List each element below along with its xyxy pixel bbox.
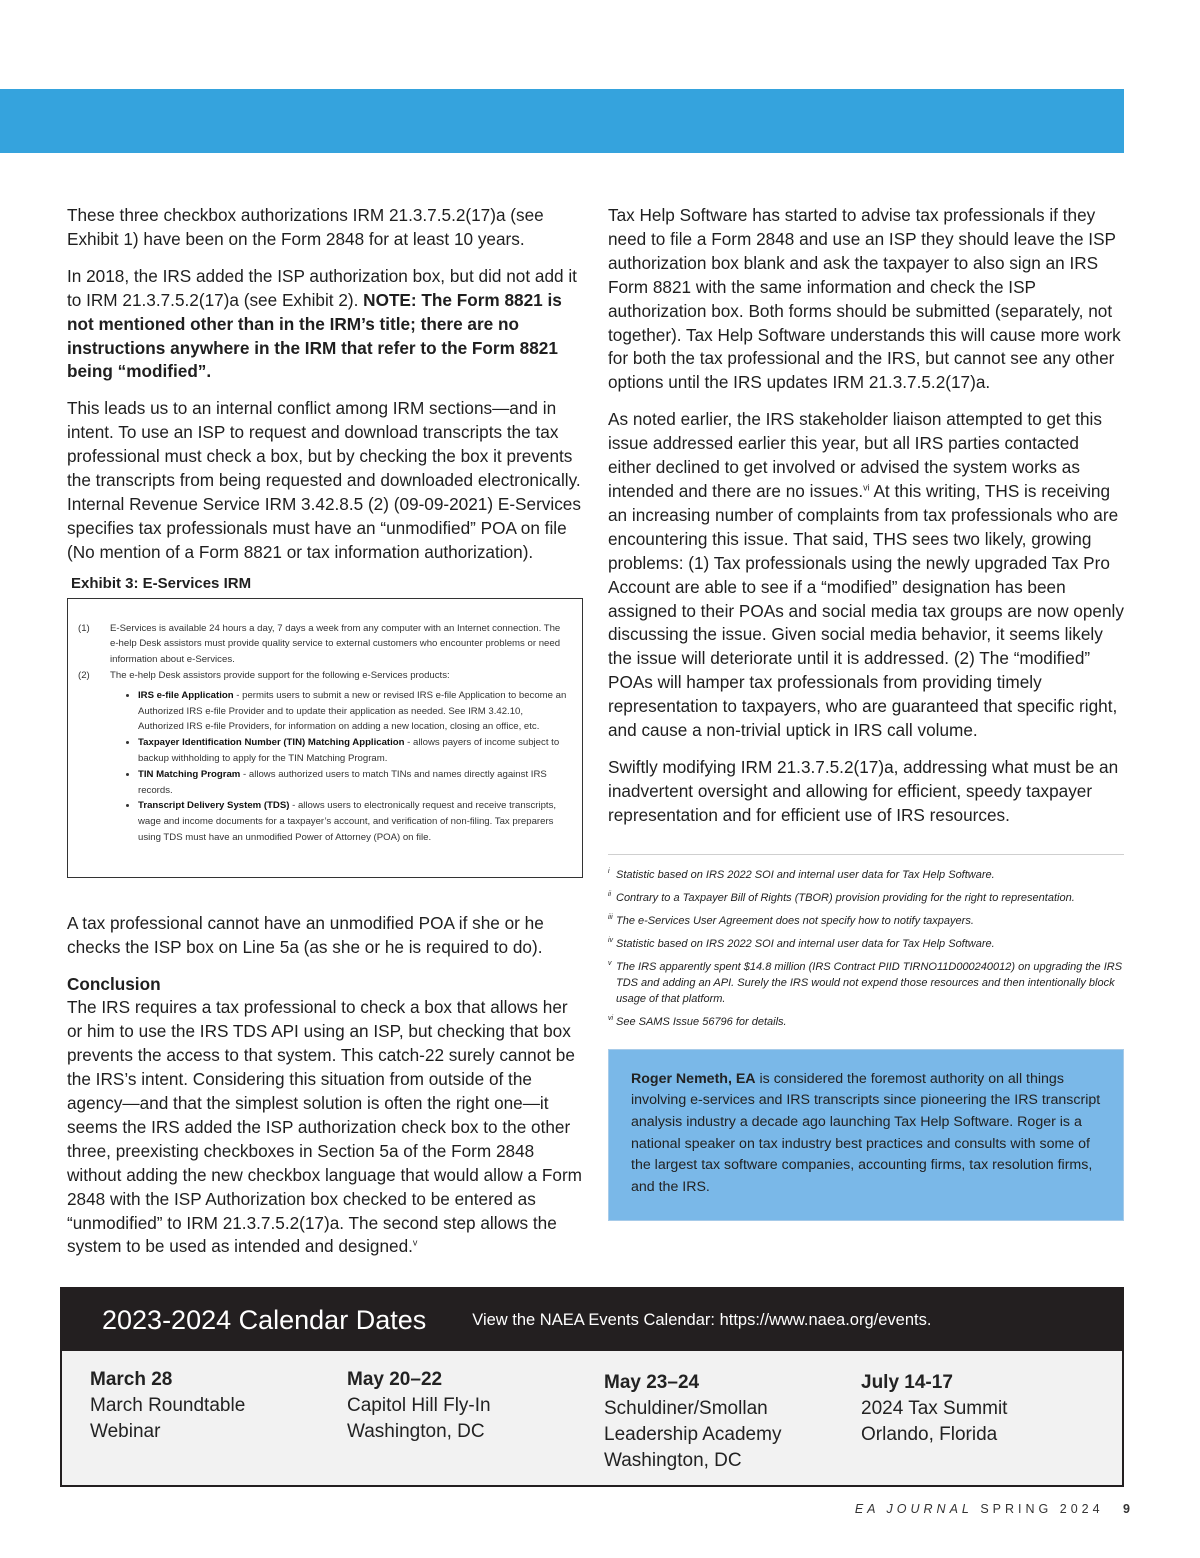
exhibit-item-title: Taxpayer Identification Number (TIN) Matching Application: [138, 737, 405, 749]
exhibit-text: E-Services is available 24 hours a day, 7 days a week from any computer with an Internet connection. The e-help Desk assistors must provide quality service to external customers who encounter problems or need information about e-Services.: [110, 622, 561, 666]
footnote-text: The e-Services User Agreement does not specify how to notify taxpayers.: [616, 914, 974, 927]
footnote-mark: iv: [608, 936, 614, 944]
footnote-mark: v: [608, 959, 612, 967]
event-line: Leadership Academy: [604, 1424, 782, 1445]
author-name: Roger Nemeth, EA: [631, 1070, 756, 1087]
event-date: May 23–24: [604, 1372, 700, 1393]
event-line: Washington, DC: [604, 1450, 742, 1471]
paragraph: These three checkbox authorizations IRM 21.3.7.5.2(17)a (see Exhibit 1) have been on the Form 2848 for at least 10 years.: [67, 205, 544, 249]
paragraph-text: The IRS requires a tax professional to check a box that allows her or him to use the IRS TDS API using an ISP, but checking that box prevents the access to that system. This catch-22 surely cannot be the IRS’s intent. Considering this situation from outside of the agency—and that the simplest solution is often the right one—it seems the IRS added the ISP authorization check box to the other three, preexisting checkboxes in Section 5a of the Form 2848 without adding the new checkbox language that would allow a Form 2848 with the ISP Authorization box checked to be entered as “unmodified” to IRM 21.3.7.5.2(17)a. The second step allows the system to be used as intended and designed.: [67, 997, 582, 1257]
footnote: [608, 867, 1124, 883]
paragraph-text: At this writing, THS is receiving an increasing number of complaints from tax professionals who are encountering this issue. That said, THS sees two likely, growing problems: (1) Tax professionals using the newly upgraded Tax Pro Account are able to see if a “modified” designation has been assigned to their POAs and social media tax groups are now openly discussing the issue. Given social media behavior, it seems likely the issue will deteriorate until it is addressed. (2) The “modified” POAs will hamper tax professionals from providing timely representation to taxpayers, who are guaranteed that specific right, and cause a non-trivial uptick in IRS call volume.: [608, 480, 1124, 741]
paragraph-text: As noted earlier, the IRS stakeholder liaison attempted to get this issue addressed earlier this year, but all IRS parties contacted either declined to get involved or advised the system works as intended and there are no issues.: [608, 409, 1102, 501]
paragraph-text: In 2018, the IRS added the ISP authorization box, but did not add it to IRM 21.3.7.5.2(17)a (see Exhibit 2).: [67, 265, 577, 310]
paragraph: Swiftly modifying IRM 21.3.7.5.2(17)a, addressing what must be an inadvertent oversight and allowing for efficient, speedy taxpayer representation and for efficient use of IRS resources.: [608, 756, 1119, 825]
exhibit-item-text: - allows users to electronically request and receive transcripts, wage and income documents for a taxpayer’s account, and verification of non-filing. Tax preparers using TDS must have an unmodified Power of Attorney (POA) on file.: [138, 800, 557, 844]
paragraph: [67, 996, 587, 1259]
author-bio-box: [608, 1049, 1124, 1221]
calendar-header: [62, 1289, 1122, 1351]
exhibit-list: [78, 688, 568, 846]
event-date: July 14-17: [861, 1372, 953, 1393]
exhibit-row: [78, 621, 568, 668]
exhibit-item-text: - permits users to submit a new or revised IRS e-file Application to become an Authorized IRS e-file Provider and to update their application as needed. See IRM 3.42.10, Authorized IRS e-file Providers, for information on adding a new location, closing an office, etc.: [138, 689, 567, 733]
footnote-text: Statistic based on IRS 2022 SOI and internal user data for Tax Help Software.: [616, 937, 995, 950]
event-line: Schuldiner/Smollan: [604, 1398, 768, 1419]
calendar-events: [62, 1351, 1122, 1474]
footnote-divider: [608, 854, 1124, 855]
footnote-marker: vi: [863, 482, 870, 493]
footnote-mark: ii: [608, 890, 612, 898]
conclusion-heading: Conclusion: [67, 973, 161, 994]
left-column: [67, 204, 587, 1272]
journal-name: EA JOURNAL: [854, 1502, 973, 1516]
footnote-mark: vi: [608, 1014, 614, 1022]
paragraph: Tax Help Software has started to advise tax professionals if they need to file a Form 2848 and use an ISP they should leave the ISP authorization box blank and ask the taxpayer to also sign an IRS Form 8821 with the same information and check the ISP authorization box. Both forms should be submitted (separately, not together). Tax Help Software understands this will cause more work for both the tax professional and the IRS, but cannot see any other options until the IRS updates IRM 21.3.7.5.2(17)a.: [608, 205, 1121, 393]
event-line: Capitol Hill Fly-In: [347, 1395, 491, 1416]
page-footer: [855, 1502, 1130, 1516]
calendar-title: 2023-2024 Calendar Dates: [102, 1304, 427, 1335]
exhibit-item-text: - allows authorized users to match TINs and names directly against IRS records.: [138, 768, 547, 796]
exhibit-row: [78, 668, 568, 684]
footnotes: [608, 867, 1124, 1030]
footnote-text: Contrary to a Taxpayer Bill of Rights (TBOR) provision providing for the right to representation.: [616, 891, 1075, 904]
calendar-event: [604, 1367, 861, 1474]
calendar-event: [90, 1367, 347, 1474]
exhibit-list-item: [138, 735, 568, 767]
footnote-mark: iii: [608, 913, 613, 921]
paragraph: A tax professional cannot have an unmodified POA if she or he checks the ISP box on Line 5a (as she or he is required to do).: [67, 912, 544, 957]
paragraph: This leads us to an internal conflict among IRM sections—and in intent. To use an ISP to request and download transcripts the tax professional must check a box, but by checking the box it prevents the transcripts from being requested and downloaded electronically. Internal Revenue Service IRM 3.42.8.5 (2) (09-09-2021) E-Services specifies tax professionals must have an “unmodified” POA on file (No mention of a Form 8821 or tax information authorization).: [67, 398, 581, 562]
footnote: [608, 959, 1124, 1007]
header-color-band: [0, 89, 1124, 153]
exhibit-item-title: IRS e-file Application: [138, 689, 234, 701]
exhibit-text: The e-help Desk assistors provide support for the following e-Services products:: [110, 670, 450, 682]
issue-label: SPRING 2024: [980, 1502, 1104, 1516]
event-line: March Roundtable: [90, 1395, 246, 1416]
note-bold-text: NOTE: The Form 8821 is not mentioned other than in the IRM’s title; there are no instructions anywhere in the IRM that refer to the Form 8821 being “modified”.: [67, 289, 562, 382]
page-number: 9: [1123, 1502, 1130, 1516]
paragraph: [67, 265, 587, 385]
exhibit-list-item: [138, 767, 568, 799]
author-bio-text: is considered the foremost authority on all things involving e-services and IRS transcripts since pioneering the IRS transcript analysis industry a decade ago launching Tax Help Software. Roger is a national speaker on tax industry best practices and consults with some of the largest tax software companies, accounting firms, tax resolution firms, and the IRS.: [631, 1070, 1101, 1196]
exhibit-item-title: Transcript Delivery System (TDS): [138, 800, 290, 812]
event-line: Orlando, Florida: [861, 1424, 998, 1445]
exhibit-item-text: - allows payers of income subject to backup withholding to apply for the TIN Matching Program.: [138, 737, 560, 765]
exhibit-title: Exhibit 3: E-Services IRM: [71, 574, 252, 592]
exhibit-image: [67, 598, 583, 878]
events-calendar-link[interactable]: View the NAEA Events Calendar: https://www.naea.org/events.: [472, 1310, 932, 1329]
footnote-text: See SAMS Issue 56796 for details.: [616, 1015, 787, 1028]
footnote-text: The IRS apparently spent $14.8 million (IRS Contract PIID TIRNO11D000240012) on upgrading the IRS TDS and adding an API. Surely the IRS would not expend those resources and then intentionally block usage of that platform.: [616, 960, 1123, 1005]
footnote: [608, 890, 1124, 906]
footnote: [608, 913, 1124, 929]
event-line: 2024 Tax Summit: [861, 1398, 1008, 1419]
footnote-text: Statistic based on IRS 2022 SOI and internal user data for Tax Help Software.: [616, 868, 995, 881]
right-column: [608, 204, 1124, 1221]
footnote: [608, 1014, 1124, 1030]
exhibit-list-item: [138, 798, 568, 845]
footnote: [608, 936, 1124, 952]
event-date: May 20–22: [347, 1369, 443, 1390]
exhibit-number: (2): [78, 670, 90, 682]
calendar-event: [861, 1367, 1118, 1474]
exhibit-number: (1): [78, 622, 90, 634]
footnote-marker: v: [412, 1237, 418, 1248]
exhibit-list-item: [138, 688, 568, 735]
calendar-box: [60, 1287, 1124, 1487]
event-line: Washington, DC: [347, 1421, 485, 1442]
event-line: Webinar: [90, 1421, 161, 1442]
exhibit-item-title: TIN Matching Program: [138, 768, 241, 780]
event-date: March 28: [90, 1369, 173, 1390]
footnote-mark: i: [608, 867, 610, 875]
calendar-event: [347, 1367, 604, 1474]
paragraph: [608, 408, 1124, 743]
